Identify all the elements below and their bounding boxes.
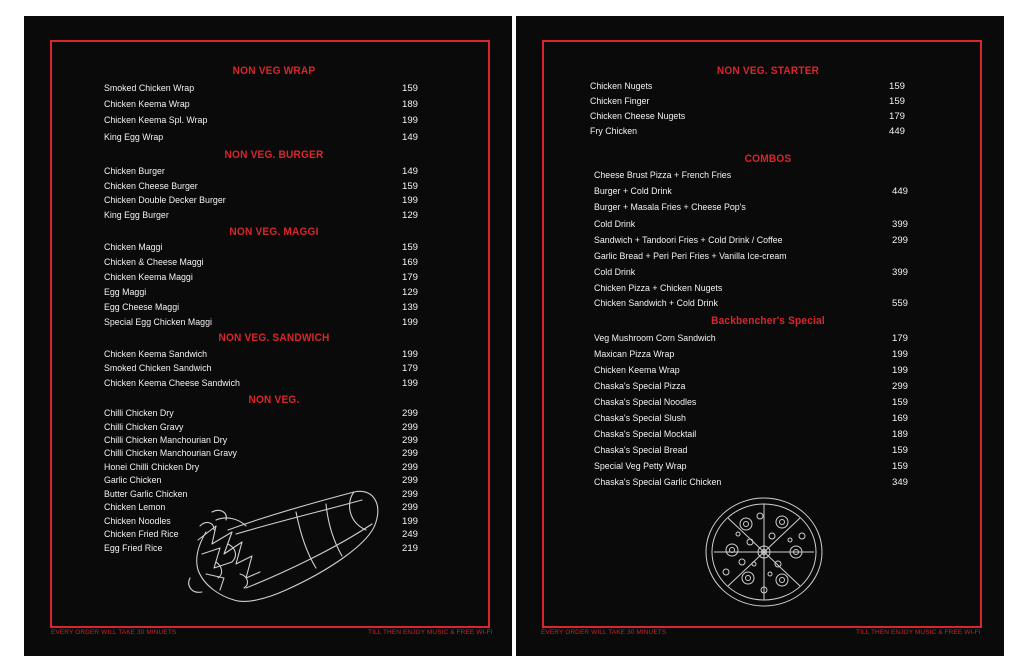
menu-item: Burger + Cold Drink [594,186,672,197]
menu-price: 299 [402,475,419,486]
menu-price: 199 [402,317,419,328]
menu-item: Chicken Keema Spl. Wrap [104,115,208,126]
menu-price: 299 [892,381,909,392]
menu-item: Chicken Keema Sandwich [104,349,208,360]
menu-price: 299 [402,422,419,433]
menu-price: 199 [402,516,419,527]
menu-item: Garlic Chicken [104,475,162,486]
menu-item: Veg Mushroom Corn Sandwich [594,333,716,344]
section-title-non-veg-burger: NON VEG. BURGER [224,149,324,161]
menu-item: Butter Garlic Chicken [104,489,188,500]
menu-price: 399 [892,267,909,278]
menu-item: Chicken Double Decker Burger [104,195,226,206]
menu-item: Special Egg Chicken Maggi [104,317,212,328]
menu-price: 159 [892,461,909,472]
menu-item: Chicken Cheese Burger [104,181,198,192]
menu-price: 189 [402,99,419,110]
menu-item: Chilli Chicken Gravy [104,422,184,433]
menu-price: 449 [892,186,909,197]
menu-price: 179 [892,333,909,344]
menu-price: 299 [402,502,419,513]
menu-item: Egg Maggi [104,287,147,298]
menu-price: 139 [402,302,419,313]
menu-item: Chaska's Special Garlic Chicken [594,477,722,488]
menu-item: Chaska's Special Bread [594,445,688,456]
menu-price: 299 [402,408,419,419]
menu-price: 249 [402,529,419,540]
footer-right-note: TILL THEN ENJOY MUSIC & FREE WI-FI [856,629,981,636]
menu-item: Chilli Chicken Manchourian Dry [104,435,228,446]
menu-price: 189 [892,429,909,440]
menu-item: Chicken Sandwich + Cold Drink [594,298,718,309]
footer-left-note: EVERY ORDER WILL TAKE 30 MINUETS [51,629,177,636]
menu-price: 219 [402,543,419,554]
menu-price: 299 [402,435,419,446]
menu-price: 299 [402,448,419,459]
menu-item: Smoked Chicken Sandwich [104,363,212,374]
menu-price: 559 [892,298,909,309]
section-title-non-veg-maggi: NON VEG. MAGGI [229,226,319,238]
menu-price: 349 [892,477,909,488]
menu-price: 179 [889,111,906,122]
menu-price: 179 [402,363,419,374]
menu-item: Sandwich + Tandoori Fries + Cold Drink / Coffee [594,235,783,246]
menu-item: Smoked Chicken Wrap [104,83,195,94]
menu-price: 159 [889,81,906,92]
menu-item: Burger + Masala Fries + Cheese Pop's [594,202,746,213]
menu-item: Cold Drink [594,219,636,230]
menu-price: 149 [402,132,419,143]
menu-item: Chicken Burger [104,166,165,177]
menu-item: Cheese Brust Pizza + French Fries [594,170,732,181]
menu-item: Chicken & Cheese Maggi [104,257,204,268]
section-title-non-veg-starter: NON VEG. STARTER [716,65,820,77]
section-title-backbenchers-special: Backbencher's Special [711,315,825,327]
menu-item: Chicken Keema Wrap [104,99,190,110]
menu-item: Honei Chilli Chicken Dry [104,462,200,473]
menu-item: Chaska's Special Pizza [594,381,686,392]
menu-page-left [24,16,512,656]
menu-price: 199 [892,349,909,360]
menu-price: 129 [402,210,419,221]
menu-item: Egg Cheese Maggi [104,302,180,313]
section-title-combos: COMBOS [744,153,792,165]
menu-item: Chicken Keema Wrap [594,365,680,376]
menu-item: Chicken Pizza + Chicken Nugets [594,283,723,294]
menu-price: 449 [889,126,906,137]
menu-item: King Egg Burger [104,210,169,221]
menu-item: Chicken Keema Cheese Sandwich [104,378,240,389]
menu-item: Egg Fried Rice [104,543,163,554]
menu-price: 159 [889,96,906,107]
menu-item: Special Veg Petty Wrap [594,461,687,472]
menu-item: Chicken Finger [590,96,650,107]
menu-price: 199 [402,115,419,126]
menu-price: 299 [402,489,419,500]
section-title-non-veg-wrap: NON VEG WRAP [232,65,316,77]
menu-item: Chicken Noodles [104,516,171,527]
menu-item: Chicken Lemon [104,502,166,513]
menu-price: 299 [402,462,419,473]
menu-item: Chicken Fried Rice [104,529,179,540]
menu-price: 199 [402,195,419,206]
menu-item: Cold Drink [594,267,636,278]
menu-item: Chaska's Special Mocktail [594,429,697,440]
menu-item: King Egg Wrap [104,132,164,143]
menu-price: 179 [402,272,419,283]
pizza-illustration-icon [702,494,826,610]
menu-item: Chicken Nugets [590,81,653,92]
menu-price: 199 [402,349,419,360]
menu-price: 399 [892,219,909,230]
menu-price: 169 [892,413,909,424]
menu-price: 199 [892,365,909,376]
menu-price: 129 [402,287,419,298]
wrap-illustration-icon [176,482,386,610]
menu-price: 159 [402,83,419,94]
menu-page-right [516,16,1004,656]
section-title-non-veg-sandwich: NON VEG. SANDWICH [218,332,330,344]
menu-price: 169 [402,257,419,268]
menu-item: Fry Chicken [590,126,638,137]
menu-item: Chicken Maggi [104,242,163,253]
menu-price: 199 [402,378,419,389]
menu-price: 159 [892,397,909,408]
menu-item: Garlic Bread + Peri Peri Fries + Vanilla Ice-cream [594,251,787,262]
menu-price: 159 [402,242,419,253]
footer-right-note: TILL THEN ENJOY MUSIC & FREE WI-FI [368,629,493,636]
menu-item: Maxican Pizza Wrap [594,349,675,360]
menu-item: Chicken Keema Maggi [104,272,193,283]
menu-item: Chaska's Special Slush [594,413,686,424]
footer-left-note: EVERY ORDER WILL TAKE 30 MINUETS [541,629,667,636]
menu-item: Chaska's Special Noodles [594,397,697,408]
menu-price: 159 [892,445,909,456]
menu-item: Chicken Cheese Nugets [590,111,686,122]
section-title-non-veg: NON VEG. [248,394,300,406]
menu-price: 149 [402,166,419,177]
menu-item: Chilli Chicken Manchourian Gravy [104,448,237,459]
menu-item: Chilli Chicken Dry [104,408,174,419]
menu-price: 299 [892,235,909,246]
menu-price: 159 [402,181,419,192]
